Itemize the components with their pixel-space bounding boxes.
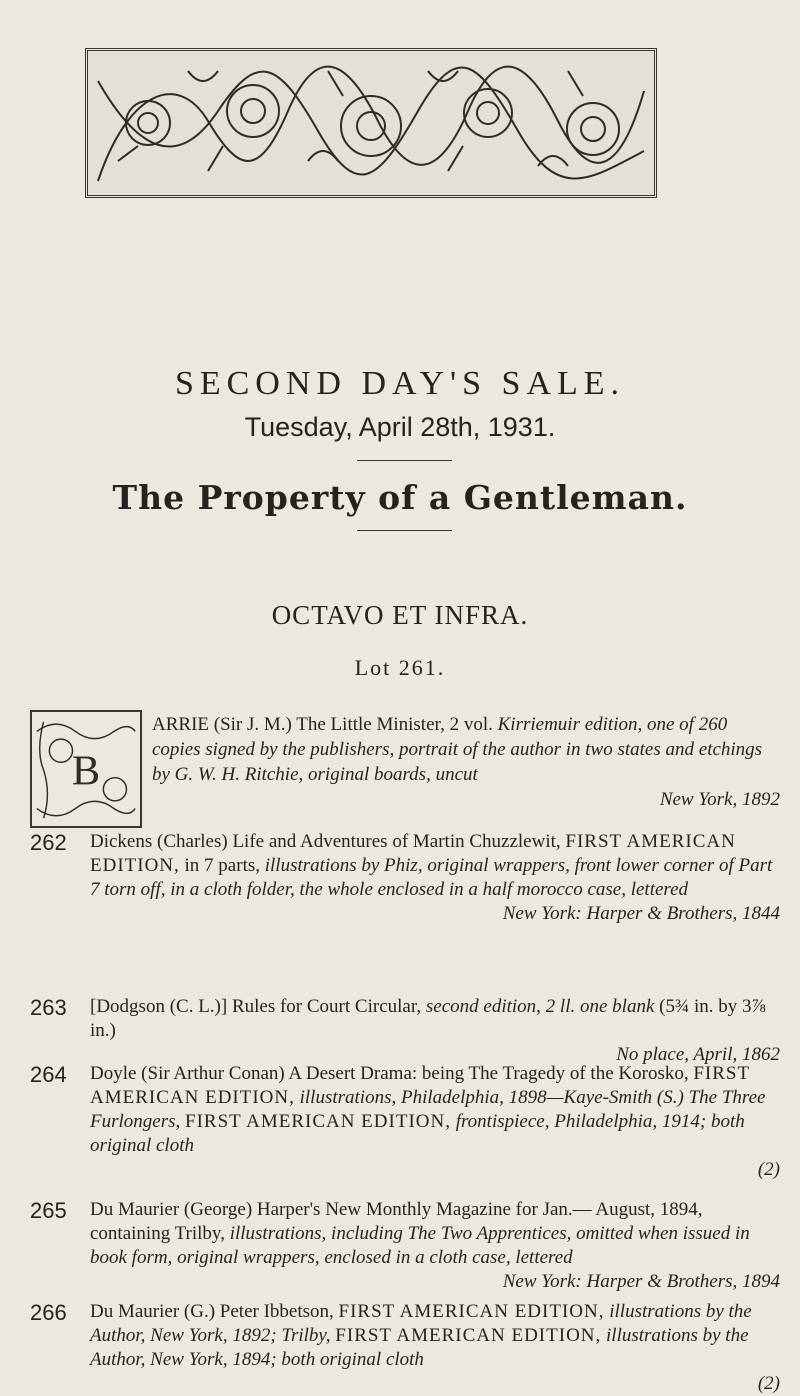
sale-title: SECOND DAY'S SALE. xyxy=(174,365,626,402)
lot-description: illustrations by the Author, New York, 1894; both original cloth xyxy=(90,1325,749,1370)
lot-count: (2) xyxy=(757,1159,780,1180)
lot-description: illustrations by Phiz, original wrappers, front lower corner of Part 7 torn off, in a cloth folder, the whole enclosed in a half morocco case, lettered xyxy=(90,855,773,900)
lot-description: illustrations by the Author, New York, 1892; Trilby, xyxy=(90,1301,752,1346)
lot-number: 262 xyxy=(30,830,67,855)
lot-dimensions: (5¾ in. by 3⅞ in.) xyxy=(90,996,766,1041)
ornamental-floral-banner-icon xyxy=(88,51,654,195)
lot-entry-265 xyxy=(30,1198,780,1294)
edition-note: FIRST AMERICAN EDITION, xyxy=(90,831,736,876)
lot-count: (2) xyxy=(757,1373,780,1394)
sale-date: Tuesday, April 28th, 1931. xyxy=(244,412,556,442)
lot-imprint: New York: Harper & Brothers, 1894 xyxy=(502,1271,780,1292)
lot-number: 266 xyxy=(30,1300,67,1325)
lot-title: [Dodgson (C. L.)] Rules for Court Circular, xyxy=(90,996,422,1017)
lot-title: Dickens (Charles) Life and Adventures of Martin Chuzzlewit, xyxy=(90,831,561,852)
edition-note: FIRST AMERICAN EDITION, xyxy=(335,1325,602,1346)
lot-title: ARRIE (Sir J. M.) The Little Minister, 2 vol. xyxy=(152,714,493,735)
lot-description: illustrations, including The Two Apprentices, omitted when issued in book form, original wrappers, enclosed in a cloth case, lettered xyxy=(90,1223,750,1268)
lot-entry-266 xyxy=(30,1300,780,1396)
lot-title: Du Maurier (George) Harper's New Monthly Magazine for Jan.— August, 1894, containing Trilby, xyxy=(90,1199,703,1244)
edition-note: FIRST AMERICAN EDITION, xyxy=(185,1111,451,1132)
ornamental-banner xyxy=(85,48,657,198)
lot-description: frontispiece, Philadelphia, 1914; both original cloth xyxy=(90,1111,745,1156)
lot-number: 265 xyxy=(30,1198,67,1223)
decorated-initial-b-icon xyxy=(32,712,140,826)
lot-entry-261 xyxy=(152,712,780,812)
lot-imprint: New York, 1892 xyxy=(659,789,780,810)
lot-description: second edition, 2 ll. one blank xyxy=(425,996,655,1017)
section-heading: OCTAVO ET INFRA. xyxy=(271,600,529,630)
lot-entry-264 xyxy=(30,1062,780,1182)
svg-text:B: B xyxy=(71,747,101,795)
decorated-initial xyxy=(30,710,142,828)
divider xyxy=(357,530,452,531)
lot-label: Lot 261. xyxy=(354,655,446,680)
lot-imprint: New York: Harper & Brothers, 1844 xyxy=(502,903,780,924)
lot-entry-262 xyxy=(30,830,780,926)
lot-imprint: No place, April, 1862 xyxy=(616,1044,780,1065)
lot-description: Kirriemuir edition, one of 260 copies signed by the publishers, portrait of the author in two states and etchings by G. W. H. Ritchie, original boards, uncut xyxy=(152,714,763,785)
lot-title: Doyle (Sir Arthur Conan) A Desert Drama: being The Tragedy of the Korosko, xyxy=(90,1063,689,1084)
lot-number: 263 xyxy=(30,995,67,1020)
divider xyxy=(357,460,452,461)
edition-note: FIRST AMERICAN EDITION, xyxy=(338,1301,605,1322)
edition-note: FIRST AMERICAN EDITION, xyxy=(90,1063,750,1108)
lot-description: illustrations, Philadelphia, 1898—Kaye-Smith (S.) The Three Furlongers, xyxy=(90,1087,766,1132)
property-heading: The Property of a Gentleman. xyxy=(112,478,688,517)
lot-number: 264 xyxy=(30,1062,67,1087)
lot-title: Du Maurier (G.) Peter Ibbetson, xyxy=(90,1301,334,1322)
lot-parts: in 7 parts, xyxy=(184,855,260,876)
lot-entry-263 xyxy=(30,995,780,1067)
